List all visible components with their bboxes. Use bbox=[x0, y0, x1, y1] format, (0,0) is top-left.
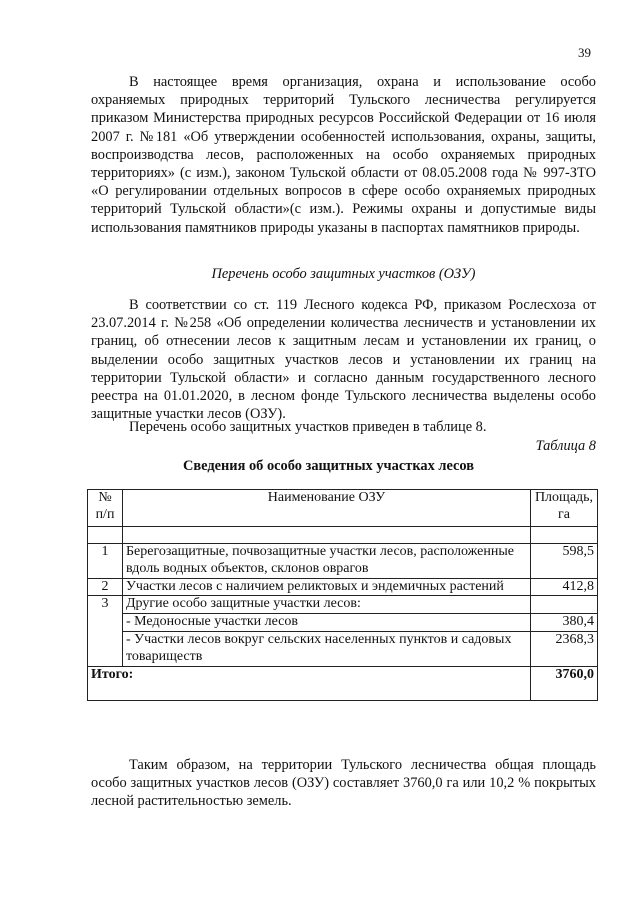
section-title: Перечень особо защитных участков (ОЗУ) bbox=[211, 266, 476, 282]
row-area: 412,8 bbox=[531, 578, 598, 596]
header-area: Площадь, га bbox=[531, 490, 598, 527]
paragraph-conclusion: Таким образом, на территории Тульского лесничества общая площадь особо защитных участков лесов (ОЗУ) составляет 3760,0 га или 10,2 % покрытых лесной растительностью земель. bbox=[91, 757, 596, 810]
table-row bbox=[88, 596, 598, 614]
row-name: Берегозащитные, почвозащитные участки лесов, расположенные вдоль водных объектов, склонов оврагов bbox=[123, 544, 531, 579]
row-name: Участки лесов с наличием реликтовых и эндемичных растений bbox=[123, 578, 531, 596]
row-num: 2 bbox=[88, 578, 123, 596]
total-area: 3760,0 bbox=[531, 666, 598, 700]
table-header-row bbox=[88, 490, 598, 527]
row-name: - Медоносные участки лесов bbox=[123, 614, 531, 632]
row-name: - Участки лесов вокруг сельских населенных пунктов и садовых товариществ bbox=[123, 631, 531, 666]
paragraph-oopt-regulation: В настоящее время организация, охрана и использование особо охраняемых природных территорий Тульского лесничества регулируется приказом Министерства природных ресурсов Российской Федерации от 16 июля 2007 г. №181 «Об утверждении особенностей использования, охраны, защиты, воспроизводства лесов, расположенных на особо охраняемых природных территориях» (с изм.), законом Тульской области от 08.05.2008 года № 997-ЗТО «О регулировании отдельных вопросов в сфере особо охраняемых природных территорий Тульской области»(с изм.). Режимы охраны и допустимые виды использования памятников природы указаны в паспортах памятников природы. bbox=[91, 74, 596, 236]
paragraph-table-reference: Перечень особо защитных участков приведен в таблице 8. bbox=[129, 419, 487, 435]
total-label: Итого: bbox=[88, 666, 531, 700]
row-name: Другие особо защитные участки лесов: bbox=[123, 596, 531, 614]
ozu-table bbox=[87, 489, 598, 701]
table-caption: Таблица 8 bbox=[535, 438, 596, 454]
row-area bbox=[531, 596, 598, 614]
row-area: 380,4 bbox=[531, 614, 598, 632]
header-num: № п/п bbox=[88, 490, 123, 527]
header-name: Наименование ОЗУ bbox=[123, 490, 531, 527]
table-row bbox=[88, 544, 598, 579]
table-row bbox=[88, 631, 598, 666]
row-area: 598,5 bbox=[531, 544, 598, 579]
paragraph-ozu-basis: В соответствии со ст. 119 Лесного кодекса РФ, приказом Рослесхоза от 23.07.2014 г. №258 «Об определении количества лесничеств и установлении их границ, об отнесении лесов к защитным лесам и установлении их границ, о выделении особо защитных участков лесов и установлении их границ на территории Тульской области» и согласно данным государственного лесного реестра на 01.01.2020, в лесном фонде Тульского лесничества выделены особо защитные участки лесов (ОЗУ). bbox=[91, 297, 596, 423]
table-row bbox=[88, 614, 598, 632]
row-num: 1 bbox=[88, 544, 123, 579]
table-spacer-row bbox=[88, 527, 598, 544]
table-total-row bbox=[88, 666, 598, 700]
row-area: 2368,3 bbox=[531, 631, 598, 666]
table-row bbox=[88, 578, 598, 596]
page-number: 39 bbox=[578, 45, 591, 60]
row-num: 3 bbox=[88, 596, 123, 666]
table-title: Сведения об особо защитных участках лесов bbox=[182, 458, 475, 474]
